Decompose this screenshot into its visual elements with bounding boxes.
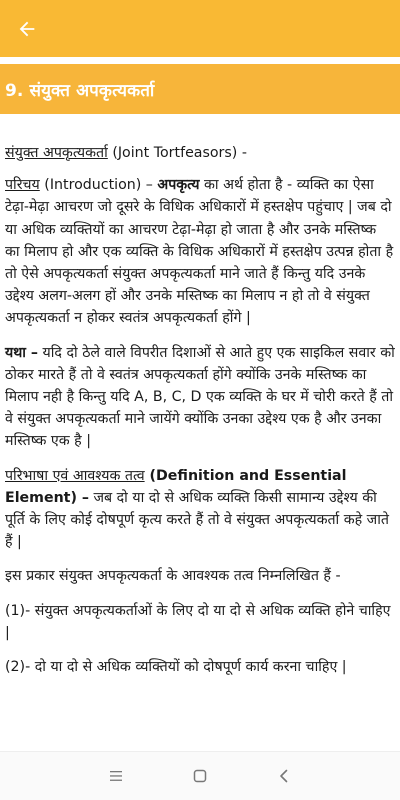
example-label: यथा – (5, 344, 39, 361)
definition-text: जब दो या दो से अधिक व्यक्ति किसी सामान्य उद्देश्य की पूर्ति के लिए कोई दोषपूर्ण कृत्य करते हैं तो वे संयुक्त अपकृत्यकर्ता कहे जाते हैं | (5, 489, 389, 551)
heading-hindi: संयुक्त अपकृत्यकर्ता (5, 145, 108, 161)
article-heading (5, 142, 395, 164)
definition-paragraph (5, 465, 395, 554)
menu-icon (109, 770, 123, 782)
system-navigation-bar (0, 751, 400, 800)
back-button[interactable] (10, 12, 44, 46)
elements-intro: इस प्रकार संयुक्त अपकृत्यकर्ता के आवश्यक तत्व निम्नलिखित हैं - (5, 568, 341, 585)
definition-english: (Definition and Essential Element) – (5, 467, 347, 506)
home-button[interactable] (158, 752, 242, 800)
point-2: (2)- दो या दो से अधिक व्यक्तियों को दोषपूर्ण कार्य करना चाहिए | (5, 659, 347, 676)
chapter-title: 9. संयुक्त अपकृत्यकर्ता (5, 80, 155, 101)
intro-term: अपकृत्य (157, 177, 200, 194)
intro-label: परिचय (5, 177, 40, 194)
intro-paragraph (5, 174, 395, 329)
app-bar (0, 0, 400, 57)
chapter-header (0, 64, 400, 114)
intro-english: (Introduction) – (39, 177, 158, 194)
point-1: (1)- संयुक्त अपकृत्यकर्ताओं के लिए दो या दो से अधिक व्यक्ति होने चाहिए | (5, 602, 391, 641)
back-chevron-icon (278, 769, 290, 783)
heading-english: (Joint Tortfeasors) - (107, 145, 247, 161)
square-icon (193, 769, 207, 783)
nav-back-button[interactable] (242, 752, 326, 800)
definition-label: परिभाषा एवं आवश्यक तत्व (5, 467, 145, 484)
article-body (5, 142, 395, 678)
example-text: यदि दो ठेले वाले विपरीत दिशाओं से आते हुए एक साइकिल सवार को ठोकर मारते हैं तो वे स्वतंत्र अपकृत्यकर्ता होंगे क्योंकि उनके मस्तिष्क का मिलाप नही है किन्तु यदि A, B, C, D एक व्यक्ति के घर में चोरी करते हैं तो वे संयुक्त अपकृत्यकर्ता माने जायेंगे क्योंकि उनका उद्देश्य एक है और उनका मस्तिष्क एक है | (5, 344, 395, 450)
example-paragraph (5, 342, 395, 453)
arrow-left-icon (16, 18, 38, 40)
recents-button[interactable] (74, 752, 158, 800)
intro-text: का अर्थ होता है - व्यक्ति का ऐसा टेढ़ा-मेढ़ा आचरण जो दूसरे के विधिक अधिकारों में हस्तक्षेप पहुंचाए | जब दो या अधिक व्यक्तियों का आचरण टेढ़ा-मेढ़ा हो जाता है और उनके मस्तिष्क का मिलाप हो और एक व्यक्ति के विधिक अधिकारों में हस्तक्षेप उत्पन्न होता है तो ऐसे अपकृत्यकर्ता संयुक्त अपकृत्यकर्ता माने जाते हैं किन्तु यदि उनके उद्देश्य अलग-अलग हों और उनके मस्तिष्क का मिलाप न हो तो वे संयुक्त अपकृत्यकर्ता न होकर स्वतंत्र अपकृत्यकर्ता होंगे | (5, 177, 394, 327)
